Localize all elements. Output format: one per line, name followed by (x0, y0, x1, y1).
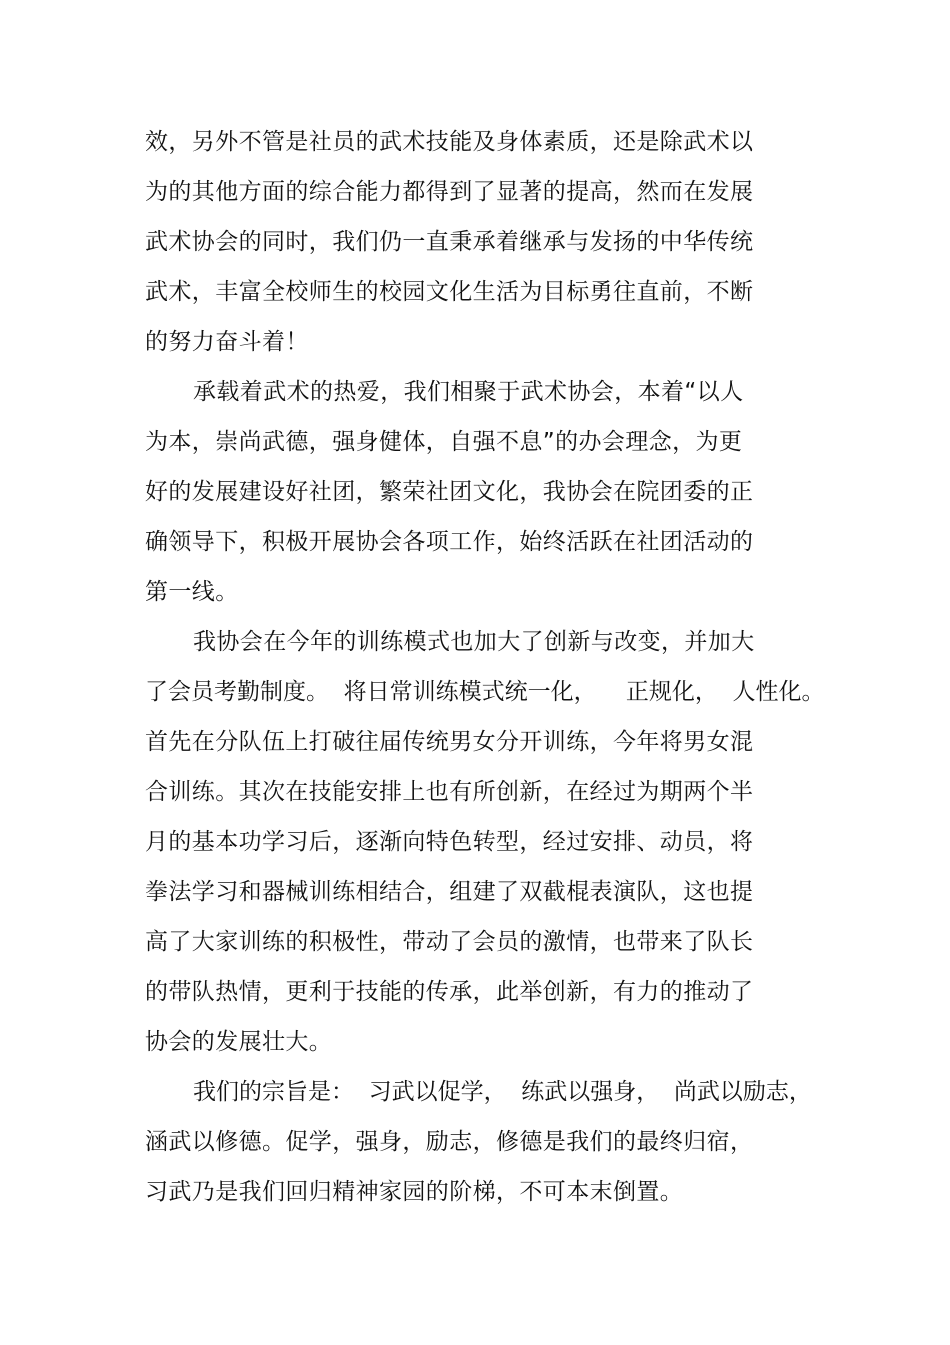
paragraph-3-line-2: 了会员考勤制度。 将日常训练模式统一化， 正规化， 人性化。 (145, 679, 825, 705)
paragraph-1-line-2: 为的其他方面的综合能力都得到了显著的提高，然而在发展 (145, 179, 754, 205)
paragraph-4-line-2: 涵武以修德。促学，强身，励志，修德是我们的最终归宿， (145, 1129, 754, 1155)
paragraph-2-line-1: 承载着武术的热爱，我们相聚于武术协会，本着“以人 (193, 379, 744, 405)
paragraph-4-line-1: 我们的宗旨是： 习武以促学， 练武以强身， 尚武以励志， (193, 1079, 812, 1105)
paragraph-3-line-1: 我协会在今年的训练模式也加大了创新与改变，并加大 (193, 629, 755, 655)
paragraph-2-line-2: 为本，崇尚武德，强身健体，自强不息”的办会理念，为更 (145, 429, 743, 455)
paragraph-1-line-1: 效，另外不管是社员的武术技能及身体素质，还是除武术以 (145, 129, 754, 155)
paragraph-1-line-3: 武术协会的同时，我们仍一直秉承着继承与发扬的中华传统 (145, 229, 754, 255)
paragraph-1-line-4: 武术，丰富全校师生的校园文化生活为目标勇往直前，不断 (145, 279, 754, 305)
paragraph-3-line-3: 首先在分队伍上打破往届传统男女分开训练，今年将男女混 (145, 729, 754, 755)
paragraph-3-line-4: 合训练。其次在技能安排上也有所创新，在经过为期两个半 (145, 779, 754, 805)
paragraph-3-line-8: 的带队热情，更利于技能的传承，此举创新，有力的推动了 (145, 979, 754, 1005)
paragraph-3-line-6: 拳法学习和器械训练相结合，组建了双截棍表演队，这也提 (145, 879, 754, 905)
paragraph-3-line-9: 协会的发展壮大。 (145, 1029, 333, 1055)
paragraph-4-line-3: 习武乃是我们回归精神家园的阶梯，不可本末倒置。 (145, 1179, 684, 1205)
paragraph-2-line-3: 好的发展建设好社团，繁荣社团文化，我协会在院团委的正 (145, 479, 754, 505)
paragraph-2-line-4: 确领导下，积极开展协会各项工作，始终活跃在社团活动的 (145, 529, 754, 555)
paragraph-1-line-5: 的努力奋斗着！ (145, 329, 309, 355)
paragraph-3-line-5: 月的基本功学习后，逐渐向特色转型，经过安排、动员，将 (145, 829, 754, 855)
paragraph-2-line-5: 第一线。 (145, 579, 239, 605)
paragraph-3-line-7: 高了大家训练的积极性，带动了会员的激情，也带来了队长 (145, 929, 754, 955)
